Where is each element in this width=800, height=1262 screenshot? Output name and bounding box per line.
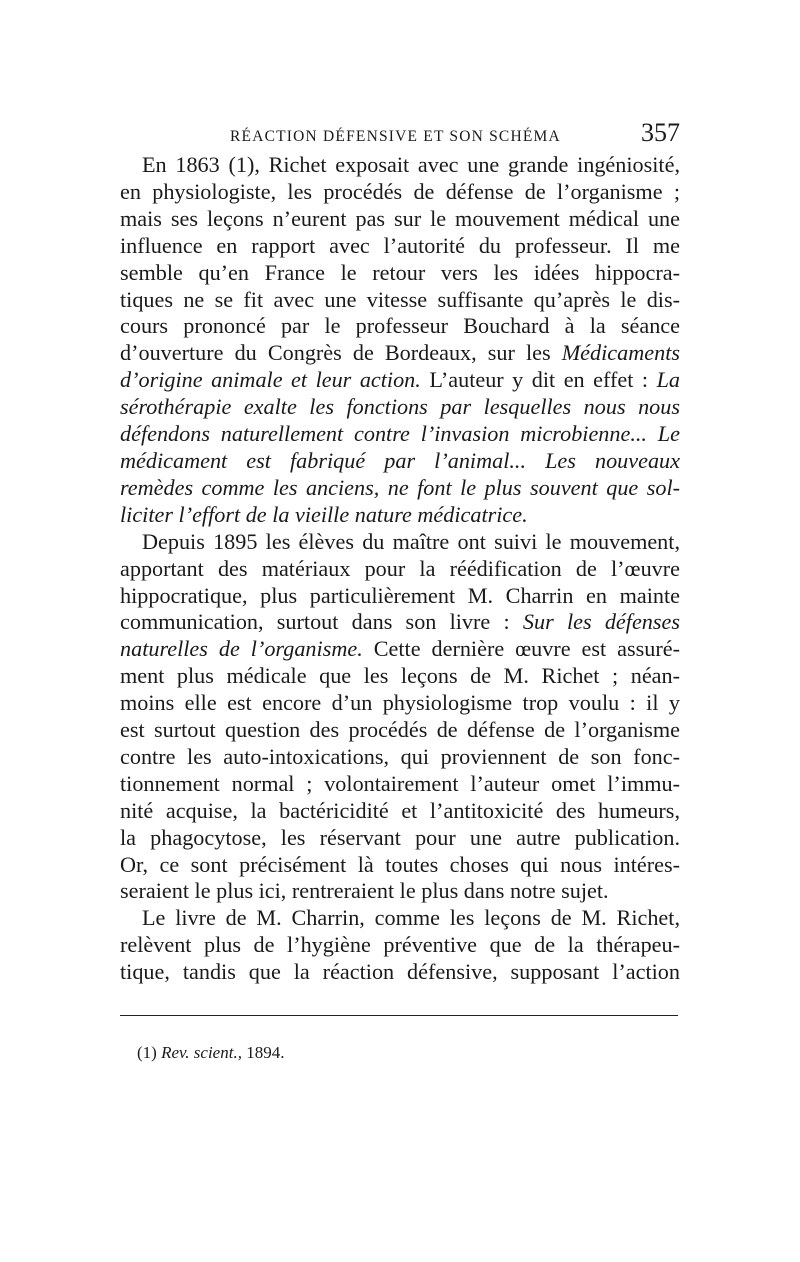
text-line: contre les auto-intoxications, qui proviennent de son fonc- xyxy=(120,743,680,769)
text-line: relèvent plus de l’hygiène préventive que de la thérapeu- xyxy=(120,932,680,958)
paragraph-3 xyxy=(120,905,680,986)
page-number: 357 xyxy=(641,118,680,147)
text-run: communication, surtout dans son livre : xyxy=(120,609,510,635)
text-line: tiques ne se fit avec une vitesse suffisante qu’après le dis- xyxy=(120,286,680,312)
text-line: hippocratique, plus particulièrement M. Charrin en mainte xyxy=(120,582,680,608)
footnote-divider xyxy=(120,1015,678,1016)
text-line: Or, ce sont précisément là toutes choses qui nous intéres- xyxy=(120,851,680,877)
text-line: la phagocytose, les réservant pour une autre publication. xyxy=(120,824,680,850)
text-line: moins elle est encore d’un physiologisme trop voulu : il y xyxy=(120,690,680,716)
text-line: apportant des matériaux pour la réédification de l’œuvre xyxy=(120,555,680,581)
text-line xyxy=(120,502,680,529)
italic-title: d’origine animale et leur action. xyxy=(120,367,421,393)
text-run: Cette dernière œuvre est assuré- xyxy=(373,636,681,662)
text-line: en physiologiste, les procédés de défense de l’organisme ; xyxy=(120,178,680,204)
text-line xyxy=(120,421,680,448)
italic-quote: défendons naturellement contre l’invasion microbienne... Le xyxy=(120,421,680,447)
paragraph-1 xyxy=(120,152,680,529)
italic-quote: médicament est fabriqué par l’animal... Les nouveaux xyxy=(120,447,680,473)
text-line xyxy=(120,609,680,636)
body-text xyxy=(120,152,680,986)
footnote-marker: (1) xyxy=(137,1043,157,1062)
italic-quote: La xyxy=(656,367,681,393)
text-line: influence en rapport avec l’autorité du professeur. Il me xyxy=(120,232,680,258)
text-line xyxy=(120,367,680,394)
text-line xyxy=(120,340,680,367)
text-line: ment plus médicale que les leçons de M. Richet ; néan- xyxy=(120,663,680,689)
text-line: est surtout question des procédés de défense de l’organisme xyxy=(120,717,680,743)
footnote xyxy=(137,1043,284,1063)
italic-title: Médicaments xyxy=(561,340,680,366)
text-line: mais ses leçons n’eurent pas sur le mouvement médical une xyxy=(120,205,680,231)
text-line: tionnement normal ; volontairement l’auteur omet l’immu- xyxy=(120,770,680,796)
text-line: cours prononcé par le professeur Bouchard à la séance xyxy=(120,313,680,339)
text-line xyxy=(120,636,680,663)
text-line: En 1863 (1), Richet exposait avec une grande ingéniosité, xyxy=(142,152,680,177)
footnote-source: Rev. scient., xyxy=(161,1043,242,1062)
text-line: Depuis 1895 les élèves du maître ont suivi le mouvement, xyxy=(142,528,680,554)
text-run: d’ouverture du Congrès de Bordeaux, sur les xyxy=(120,340,551,366)
footnote-year: 1894. xyxy=(246,1043,285,1062)
text-line: nité acquise, la bactéricidité et l’antitoxicité des humeurs, xyxy=(120,797,680,823)
text-line: Le livre de M. Charrin, comme les leçons de M. Richet, xyxy=(142,905,680,931)
text-line xyxy=(120,394,680,421)
text-line: seraient le plus ici, rentreraient le plus dans notre sujet. xyxy=(120,878,609,904)
paragraph-2 xyxy=(120,529,680,906)
italic-title: naturelles de l’organisme. xyxy=(120,636,363,662)
text-line: semble qu’en France le retour vers les idées hippocra- xyxy=(120,259,680,285)
text-run: L’auteur y dit en effet : xyxy=(429,367,649,393)
text-line xyxy=(120,448,680,475)
italic-quote: remèdes comme les anciens, ne font le plus souvent que sol- xyxy=(120,474,680,500)
page-header xyxy=(120,118,680,152)
text-line: tique, tandis que la réaction défensive, supposant l’action xyxy=(120,959,680,985)
text-line xyxy=(120,475,680,502)
running-head: RÉACTION DÉFENSIVE ET SON SCHÉMA xyxy=(230,128,561,145)
italic-quote: liciter l’effort de la vieille nature médicatrice. xyxy=(120,501,528,527)
italic-quote: sérothérapie exalte les fonctions par lesquelles nous nous xyxy=(120,394,680,420)
italic-title: Sur les défenses xyxy=(522,609,680,635)
